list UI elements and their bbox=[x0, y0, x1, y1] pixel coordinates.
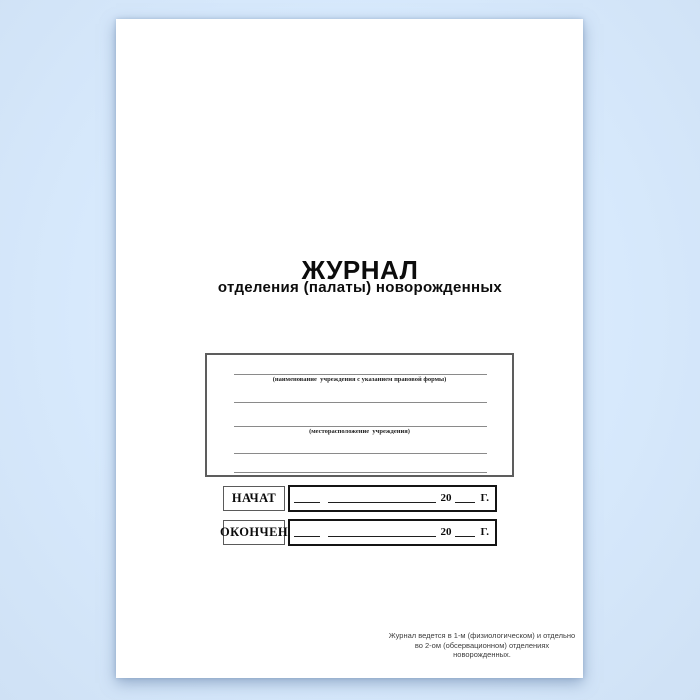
started-label-box: НАЧАТ bbox=[223, 486, 285, 511]
writing-line-2 bbox=[234, 402, 487, 403]
finished-month-blank bbox=[328, 536, 436, 537]
started-date-box bbox=[288, 485, 497, 512]
journal-subtitle: отделения (палаты) новорожденных bbox=[217, 279, 503, 296]
footnote bbox=[386, 631, 578, 660]
writing-line-5 bbox=[234, 472, 487, 473]
finished-label-box: ОКОНЧЕН bbox=[223, 520, 285, 545]
writing-line-4 bbox=[234, 453, 487, 454]
started-day-blank bbox=[294, 502, 320, 503]
writing-line-1 bbox=[234, 374, 487, 375]
institution-location-caption: (месторасположение учреждения) bbox=[309, 428, 410, 435]
finished-year-blank bbox=[455, 536, 475, 537]
finished-day-blank bbox=[294, 536, 320, 537]
finished-date-box bbox=[288, 519, 497, 546]
journal-title: ЖУРНАЛ bbox=[301, 255, 419, 285]
started-year-prefix: 20 bbox=[440, 492, 452, 504]
journal-cover-page bbox=[116, 19, 583, 678]
institution-name-caption: (наименование учреждения с указанием правовой формы) bbox=[272, 376, 447, 383]
finished-year-prefix: 20 bbox=[440, 526, 452, 538]
writing-line-3 bbox=[234, 426, 487, 427]
footnote-line-2: во 2-ом (обсервационном) отделениях новорожденных. bbox=[414, 640, 550, 659]
started-year-blank bbox=[455, 502, 475, 503]
started-month-blank bbox=[328, 502, 436, 503]
started-year-suffix: Г. bbox=[480, 492, 489, 504]
finished-year-suffix: Г. bbox=[480, 526, 489, 538]
institution-box bbox=[205, 353, 514, 477]
footnote-line-1: Журнал ведется в 1-м (физиологическом) и отдельно bbox=[388, 631, 576, 640]
